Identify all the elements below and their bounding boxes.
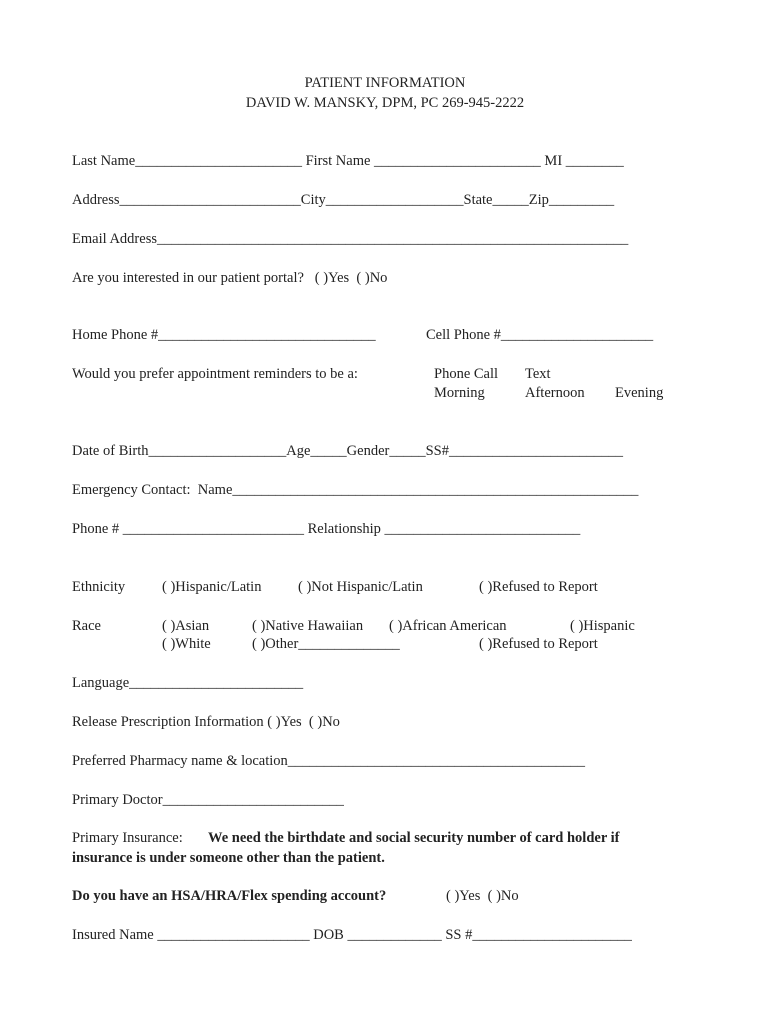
address-fields[interactable]: Address_________________________City___________________State_____Zip_________ — [72, 192, 615, 208]
insurance-note-line-1: We need the birthdate and social security number of card holder if — [208, 830, 620, 846]
race-option-white[interactable]: ( )White — [162, 636, 211, 652]
race-label: Race — [72, 618, 101, 634]
insurance-label: Primary Insurance: — [72, 830, 183, 846]
race-option-refused[interactable]: ( )Refused to Report — [479, 636, 598, 652]
patient-portal-question[interactable]: Are you interested in our patient portal? ( )Yes ( )No — [72, 270, 388, 286]
language-field[interactable]: Language________________________ — [72, 675, 304, 691]
release-prescription-question[interactable]: Release Prescription Information ( )Yes ( )No — [72, 714, 340, 730]
ethnicity-option-refused[interactable]: ( )Refused to Report — [479, 579, 598, 595]
race-option-hispanic[interactable]: ( )Hispanic — [570, 618, 635, 634]
reminder-question: Would you prefer appointment reminders to be a: — [72, 366, 358, 382]
dob-age-gender-ss-fields[interactable]: Date of Birth___________________Age_____Gender_____SS#________________________ — [72, 443, 623, 459]
email-field[interactable]: Email Address_________________________________________________________________ — [72, 231, 629, 247]
primary-doctor-field[interactable]: Primary Doctor_________________________ — [72, 792, 344, 808]
pharmacy-field[interactable]: Preferred Pharmacy name & location_________________________________________ — [72, 753, 586, 769]
hsa-question: Do you have an HSA/HRA/Flex spending account? — [72, 888, 387, 904]
name-fields[interactable]: Last Name_______________________ First Name _______________________ MI ________ — [72, 153, 624, 169]
reminder-option-morning[interactable]: Morning — [434, 385, 485, 401]
ethnicity-option-hispanic[interactable]: ( )Hispanic/Latin — [162, 579, 262, 595]
race-option-other[interactable]: ( )Other______________ — [252, 636, 400, 652]
reminder-option-evening[interactable]: Evening — [615, 385, 664, 401]
insurance-note-line-2: insurance is under someone other than the patient. — [72, 850, 385, 866]
ethnicity-label: Ethnicity — [72, 579, 126, 595]
hsa-options[interactable]: ( )Yes ( )No — [446, 888, 519, 904]
emergency-contact-field[interactable]: Emergency Contact: Name________________________________________________________ — [72, 482, 639, 498]
home-phone-field[interactable]: Home Phone #______________________________ — [72, 327, 376, 343]
race-option-native-hawaiian[interactable]: ( )Native Hawaiian — [252, 618, 364, 634]
reminder-option-text[interactable]: Text — [525, 366, 551, 382]
ethnicity-option-not-hispanic[interactable]: ( )Not Hispanic/Latin — [298, 579, 423, 595]
cell-phone-field[interactable]: Cell Phone #_____________________ — [426, 327, 654, 343]
insured-name-dob-ss-fields[interactable]: Insured Name _____________________ DOB _____________ SS #______________________ — [72, 927, 632, 943]
emergency-phone-relationship-fields[interactable]: Phone # _________________________ Relationship ___________________________ — [72, 521, 581, 537]
reminder-option-phone-call[interactable]: Phone Call — [434, 366, 499, 382]
race-option-asian[interactable]: ( )Asian — [162, 618, 210, 634]
reminder-option-afternoon[interactable]: Afternoon — [525, 385, 585, 401]
race-option-african-american[interactable]: ( )African American — [389, 618, 507, 634]
form-title: PATIENT INFORMATION — [304, 75, 466, 91]
practice-name-phone: DAVID W. MANSKY, DPM, PC 269-945-2222 — [245, 95, 525, 111]
